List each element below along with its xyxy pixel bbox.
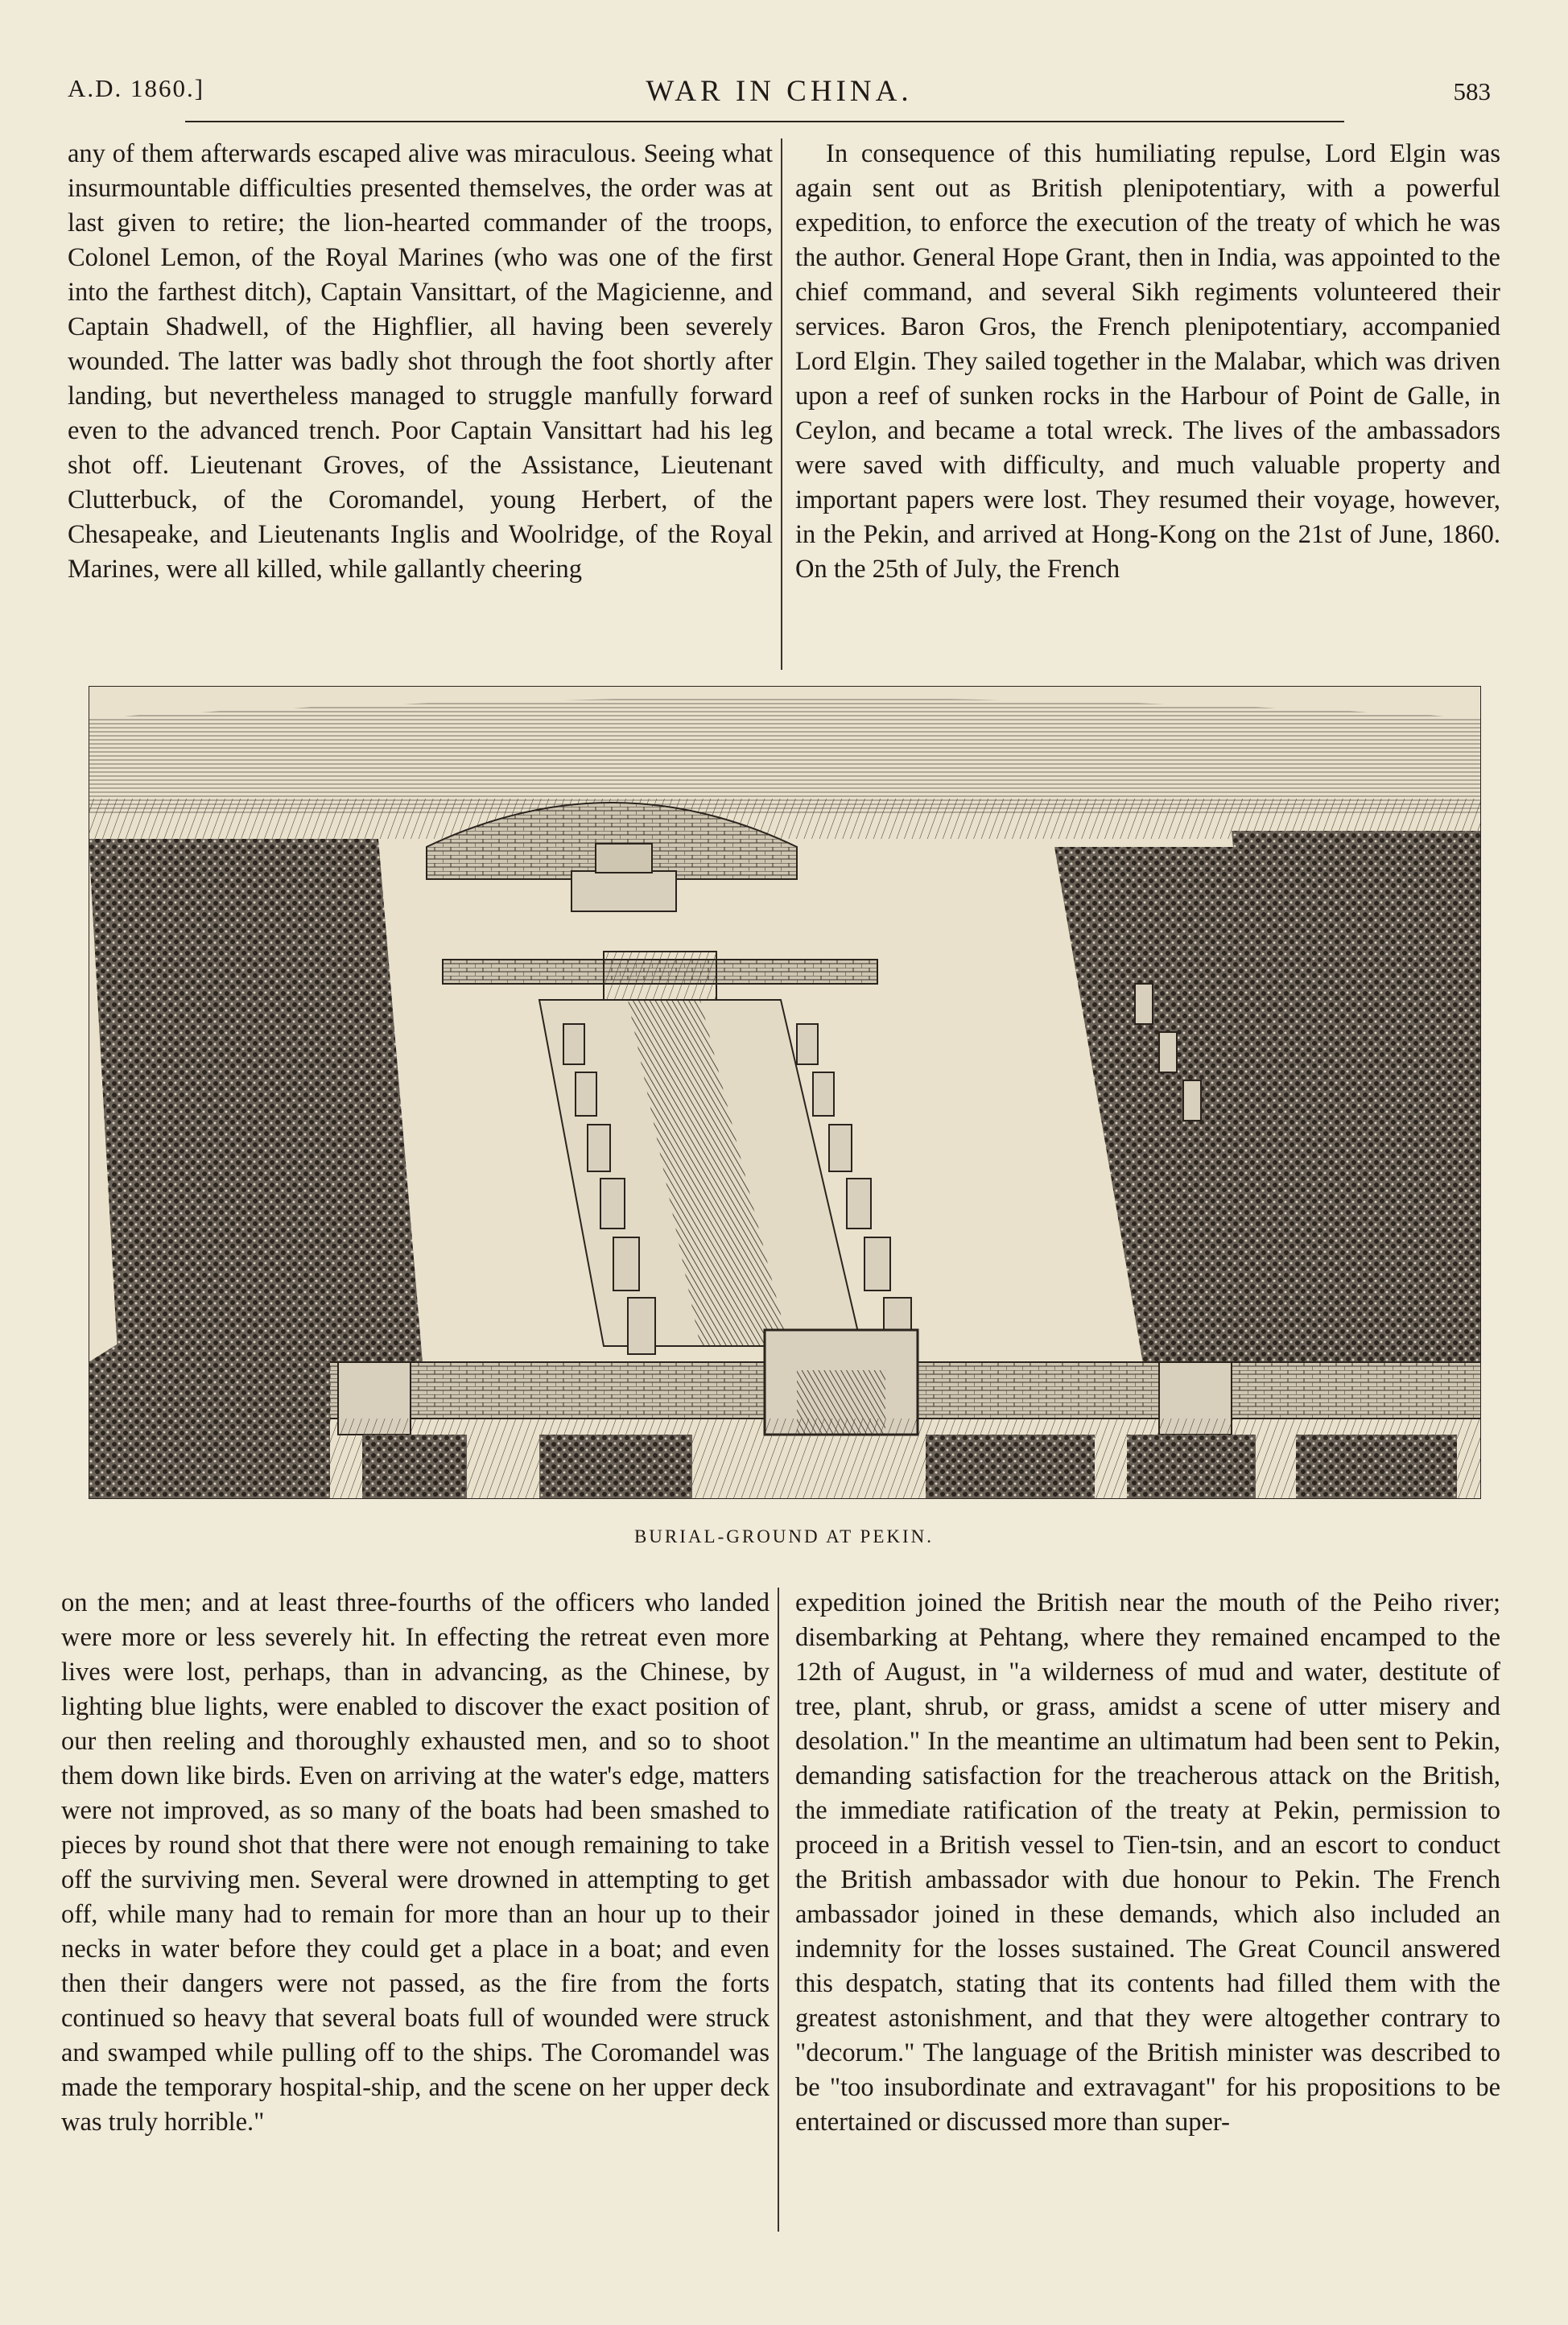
engraving-illustration	[89, 686, 1481, 1499]
column-divider	[778, 1588, 779, 2232]
paragraph: any of them afterwards escaped alive was miraculous. Seeing what insurmountable difficulties presented themselves, the order was at last given to retire; the lion-hearted commander of the troops, Colonel Lemon, of the Royal Marines (who was one of the first into the farthest ditch), Captain Vansittart, of the Magicienne, and Captain Shadwell, of the Highflier, all having been severely wounded. The latter was badly shot through the foot shortly after landing, but nevertheless managed to struggle manfully forward even to the advanced trench. Poor Captain Vansittart had his leg shot off. Lieutenant Groves, of the Assistance, Lieutenant Clutterbuck, of the Coromandel, young Herbert, of the Chesapeake, and Lieutenants Inglis and Woolridge, of the Royal Marines, were all killed, while gallantly cheering	[68, 139, 773, 584]
paragraph: expedition joined the British near the mouth of the Peiho river; disembarking at Pehtang, where they remained encamped to the 12th of August, in "a wilderness of mud and water, destitute of tree, plant, shrub, or grass, amidst a scene of utter misery and desolation." In the meantime an ultimatum had been sent to Pekin, demanding satisfaction for the treacherous attack on the British, the immediate ratification of the treaty at Pekin, permission to proceed in a British vessel to Tien-tsin, and an escort to conduct the British ambassador with due honour to Pekin. The French ambassador joined in these demands, which also included an indemnity for the losses sustained. The Great Council answered this despatch, stating that its contents had filled them with the greatest astonishment, and that they were altogether contrary to "decorum." The language of the British minister was described to be "too insubordinate and extravagant" for his propositions to be entertained or discussed more than super-	[795, 1588, 1500, 2137]
column-bottom-left	[61, 1586, 770, 2140]
column-bottom-right	[795, 1586, 1500, 2140]
running-head-title: WAR IN CHINA.	[646, 75, 913, 108]
column-divider	[781, 138, 782, 670]
column-top-left	[68, 137, 773, 587]
header-rule	[185, 121, 1344, 122]
illustration-caption: BURIAL-GROUND AT PEKIN.	[633, 1526, 935, 1547]
running-head	[68, 74, 1491, 114]
paragraph: In consequence of this humiliating repulse, Lord Elgin was again sent out as British plenipotentiary, with a powerful expedition, to enforce the execution of the treaty of which he was the author. General Hope Grant, then in India, was appointed to the chief command, and several Sikh regiments volunteered their services. Baron Gros, the French plenipotentiary, accompanied Lord Elgin. They sailed together in the Malabar, which was driven upon a reef of sunken rocks in the Harbour of Point de Galle, in Ceylon, and became a total wreck. The lives of the ambassadors were saved with difficulty, and much valuable property and important papers were lost. They resumed their voyage, however, in the Pekin, and arrived at Hong-Kong on the 21st of June, 1860. On the 25th of July, the French	[795, 139, 1500, 584]
column-top-right	[795, 137, 1500, 587]
running-head-date: A.D. 1860.]	[68, 74, 205, 102]
page-number: 583	[1453, 77, 1491, 105]
paragraph: on the men; and at least three-fourths of the officers who landed were more or less severely hit. In effecting the retreat even more lives were lost, perhaps, than in advancing, as the Chinese, by lighting blue lights, were enabled to discover the exact position of our then reeling and thoroughly exhausted men, and so to shoot them down like birds. Even on arriving at the water's edge, matters were not improved, as so many of the boats had been smashed to pieces by round shot that there were not enough remaining to take off the surviving men. Several were drowned in attempting to get off, while many had to remain for more than an hour up to their necks in water before they could get a place in a boat; and even then their dangers were not passed, as the fire from the forts continued so heavy that several boats full of wounded were struck and swamped while pulling off to the ships. The Coromandel was made the temporary hospital-ship, and the scene on her upper deck was truly horrible."	[61, 1588, 770, 2137]
